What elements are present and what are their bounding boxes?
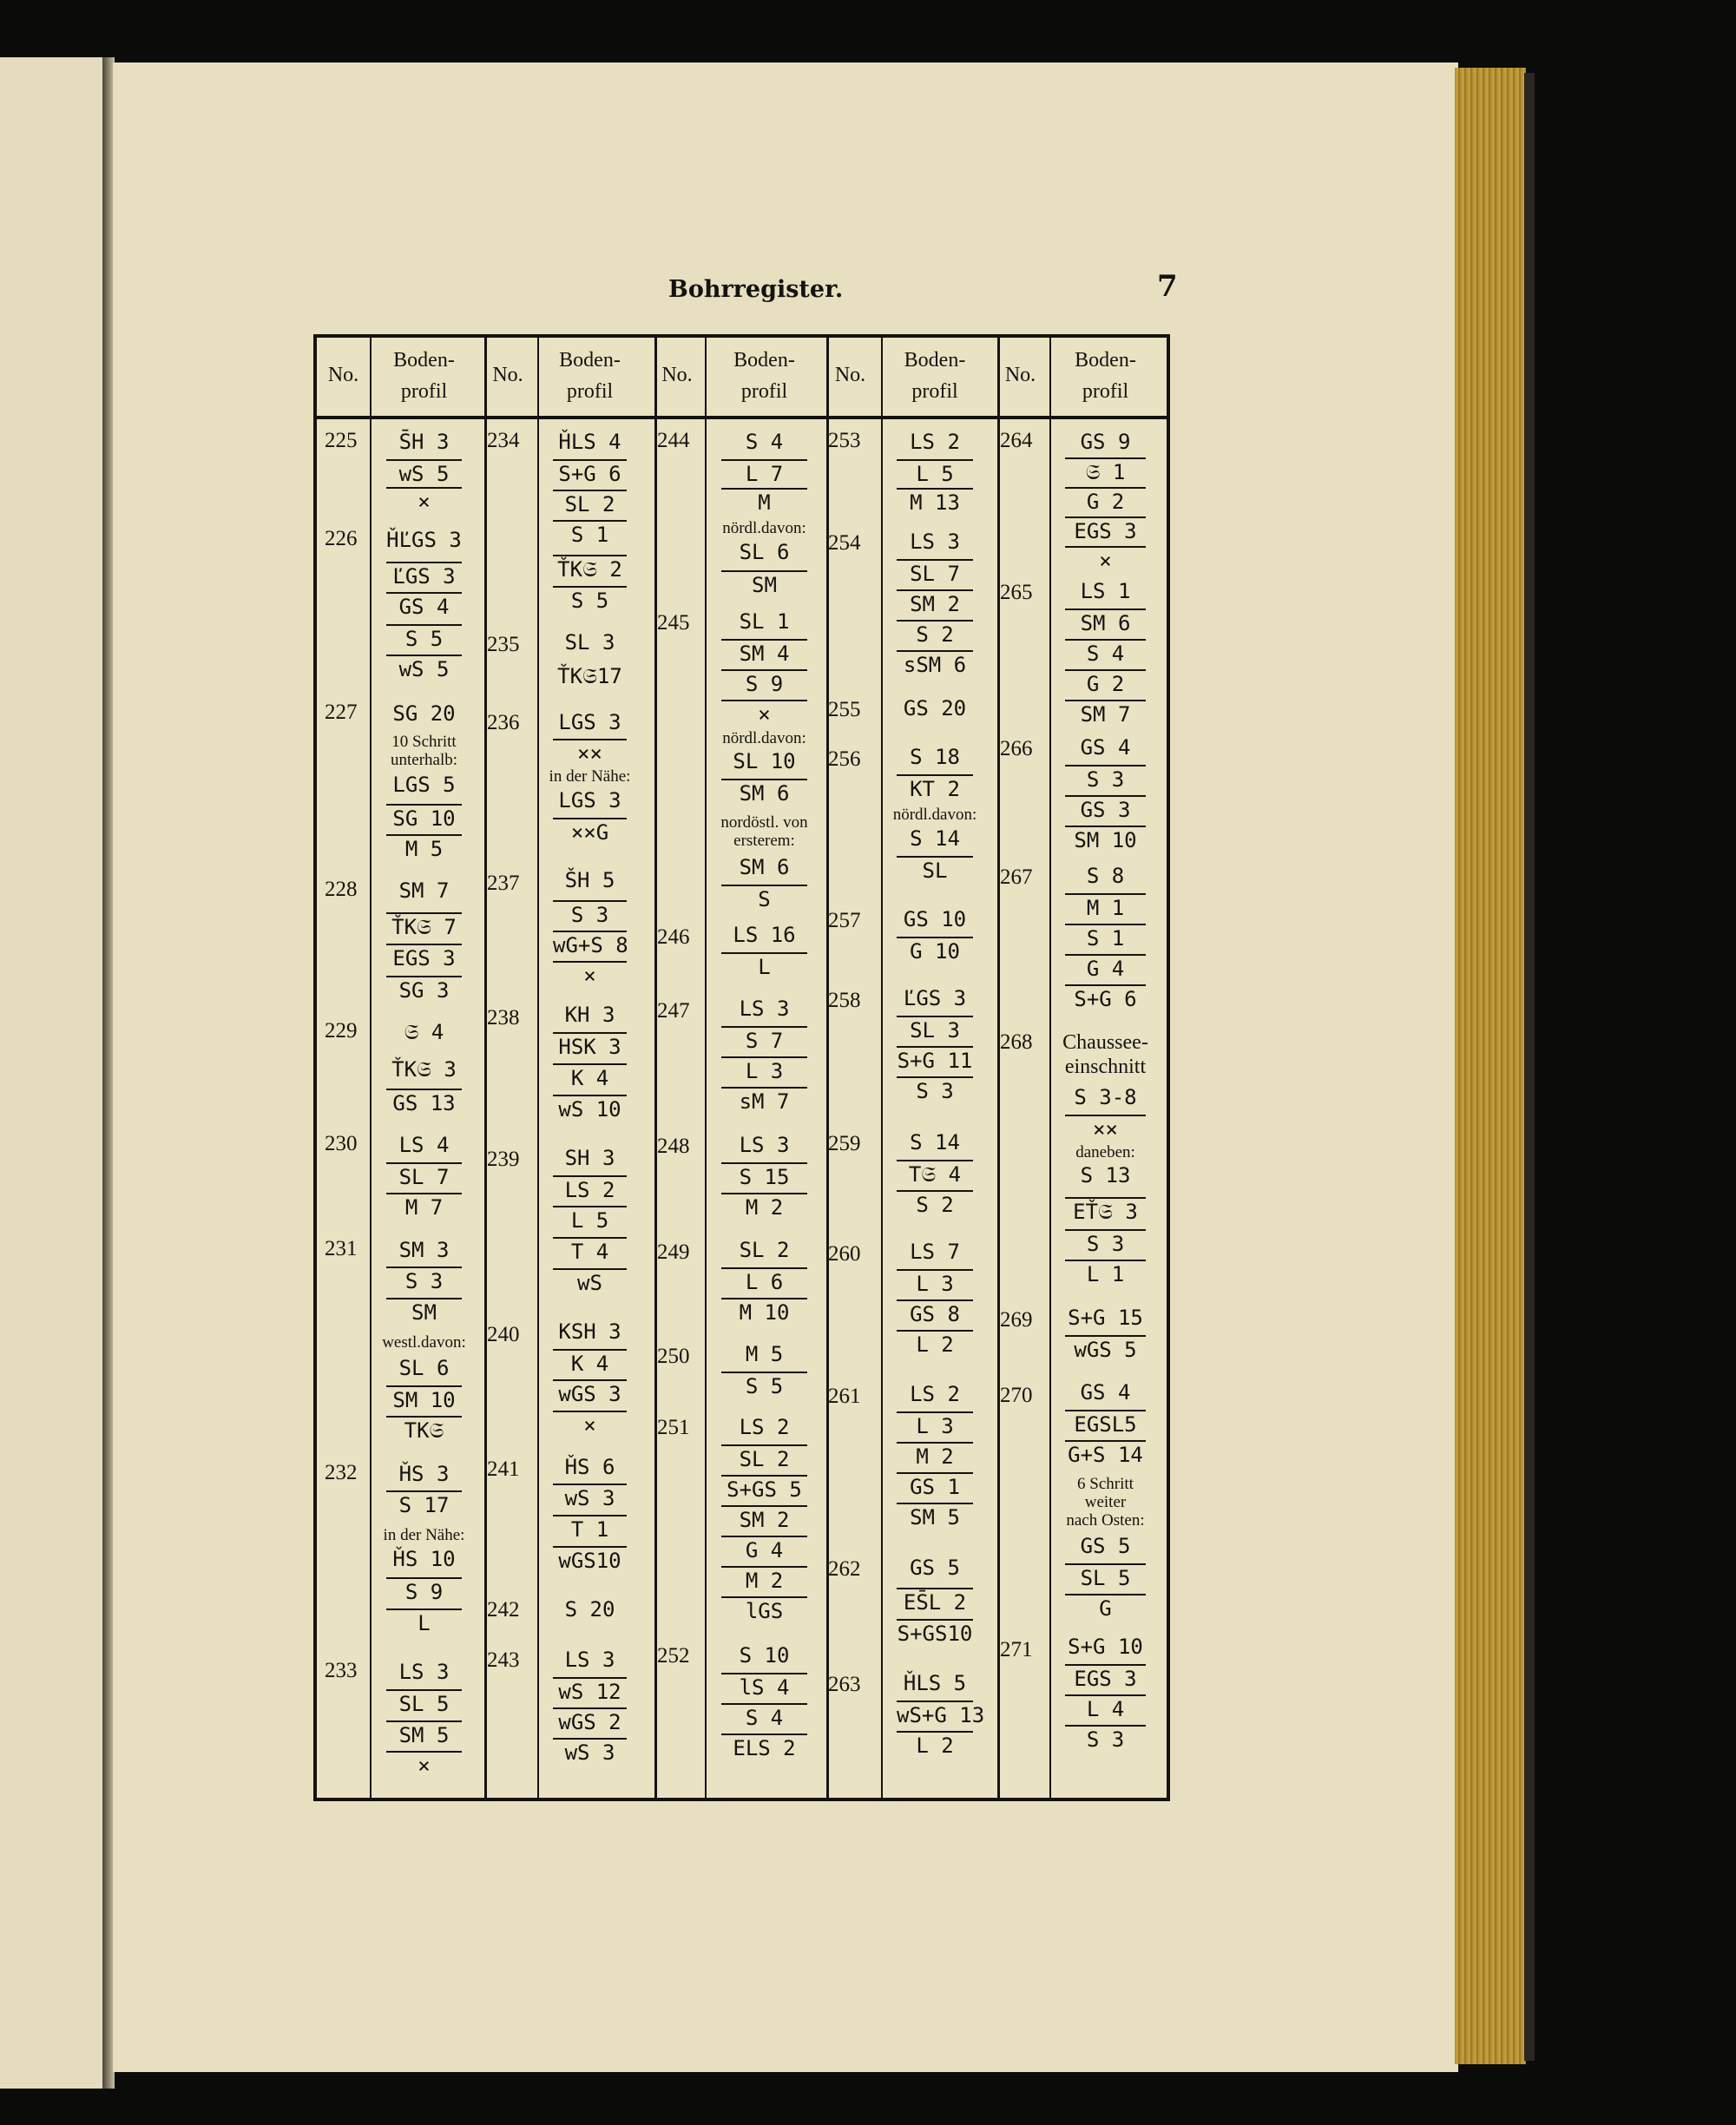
header-line: Boden-	[1075, 349, 1136, 372]
profile-layer-underlying: S+GS 5	[721, 1475, 807, 1503]
note-line: in der Nähe:	[383, 1526, 465, 1544]
profile-layer-underlying: GS 8	[897, 1299, 973, 1327]
running-head: Bohrregister.	[668, 276, 844, 303]
profile-note	[539, 767, 641, 786]
note-line: ersterem:	[733, 832, 795, 850]
profile-layer-underlying: sSM 6	[897, 650, 973, 678]
profile-layer-underlying: SM 2	[897, 589, 973, 617]
profile-layer-underlying: wS 5	[386, 655, 462, 682]
profile-layer-underlying: L 3	[897, 1269, 973, 1297]
profile-layer: SG 20	[392, 701, 456, 726]
profile-layer: ȞLS 5	[903, 1671, 967, 1695]
profile-layer-underlying: EŤ𝔖 3	[1065, 1197, 1146, 1225]
borehole-number: 268	[1000, 1030, 1033, 1054]
profile-layer-underlying: SM	[721, 570, 807, 598]
profile-layer: M 5	[745, 1342, 784, 1366]
profile-layer: ŤK𝔖 3	[391, 1057, 457, 1082]
profile-layer-underlying: S 3	[1065, 765, 1146, 793]
profile-layer-underlying: wGS 2	[553, 1707, 627, 1735]
profile-layer-underlying: TK𝔖	[386, 1416, 462, 1444]
borehole-number: 241	[487, 1457, 520, 1481]
borehole-number: 233	[325, 1659, 358, 1682]
profile-layer-underlying: SM 2	[721, 1505, 807, 1533]
profile-layer: S 13	[1080, 1163, 1131, 1188]
profile-layer: GS 10	[903, 907, 967, 931]
note-line: nach Osten:	[1066, 1511, 1145, 1530]
profile-layer-underlying: L 6	[721, 1267, 807, 1295]
profile-layer: LS 3	[739, 1133, 790, 1157]
note-line: weiter	[1084, 1493, 1127, 1511]
profile-layer-underlying: M 13	[897, 488, 973, 516]
profile-layer-underlying: G 2	[1065, 669, 1146, 697]
profile-layer-underlying: S 9	[721, 669, 807, 697]
profile-layer-underlying: S 1	[1065, 924, 1146, 951]
profile-layer: LS 3	[564, 1648, 615, 1672]
header-line: Boden-	[733, 349, 795, 372]
book-cover-edge	[1524, 73, 1535, 2061]
profile-layer-underlying: ŤK𝔖 7	[386, 912, 462, 940]
column-header-no: No.	[834, 364, 866, 386]
profile-layer-underlying: T 4	[553, 1237, 627, 1265]
profile-layer-underlying: M 2	[721, 1193, 807, 1220]
profile-note	[707, 519, 821, 537]
profile-layer: LGS 5	[392, 773, 456, 797]
column-header-profile	[707, 345, 821, 407]
column-header-no: No.	[661, 364, 693, 386]
borehole-number: 260	[828, 1242, 861, 1266]
profile-layer-underlying: M 1	[1065, 893, 1146, 921]
profile-layer-underlying: S+GS10	[897, 1619, 973, 1647]
profile-layer-underlying: SM 6	[1065, 609, 1146, 636]
profile-layer: S 18	[910, 745, 960, 769]
profile-layer-underlying: ×	[1065, 546, 1146, 574]
header-line: profil	[911, 380, 958, 403]
profile-layer: KSH 3	[558, 1319, 621, 1344]
profile-layer: LS 2	[739, 1415, 790, 1439]
column-header-no: No.	[492, 364, 523, 386]
profile-layer-underlying: SM 10	[1065, 826, 1146, 853]
profile-layer: SH 3	[564, 1146, 615, 1170]
profile-layer-underlying: G	[1065, 1594, 1146, 1622]
profile-layer-underlying: G 4	[721, 1536, 807, 1563]
borehole-number: 236	[487, 711, 520, 734]
profile-layer-underlying: wGS 3	[553, 1379, 627, 1407]
profile-layer-underlying: ×	[553, 961, 627, 989]
note-line: daneben:	[1075, 1143, 1135, 1161]
borehole-number: 242	[487, 1598, 520, 1622]
column-rule	[370, 338, 372, 1798]
column-header-profile	[883, 345, 987, 407]
borehole-number: 259	[828, 1132, 861, 1155]
profile-layer-underlying: S 5	[721, 1372, 807, 1399]
profile-layer-underlying: S 4	[721, 1703, 807, 1731]
profile-layer: ȞLS 4	[558, 430, 621, 454]
profile-layer: SL 10	[733, 749, 796, 773]
column-rule-bold	[484, 338, 487, 1798]
profile-layer-underlying: S 2	[897, 620, 973, 648]
profile-layer: 𝔖 4	[404, 1020, 444, 1044]
profile-layer: KH 3	[564, 1003, 615, 1027]
borehole-number: 254	[828, 531, 861, 555]
profile-layer-underlying: EGS 3	[1065, 1664, 1146, 1692]
profile-layer: ŤK𝔖17	[557, 664, 622, 688]
profile-layer: S 14	[910, 1130, 960, 1155]
borehole-number: 238	[487, 1006, 520, 1030]
borehole-number: 245	[657, 611, 690, 635]
profile-layer-underlying: SM 6	[721, 779, 807, 806]
profile-layer-underlying: S 1	[553, 520, 627, 548]
profile-layer: S+G 10	[1068, 1635, 1143, 1659]
profile-layer-underlying: wG+S 8	[553, 931, 627, 958]
profile-layer: LGS 3	[558, 710, 621, 734]
profile-layer-underlying: L 2	[897, 1330, 973, 1358]
borehole-register-table	[313, 334, 1170, 1801]
profile-layer: ĽGS 3	[903, 986, 967, 1010]
header-rule	[317, 416, 1167, 419]
profile-layer: S 8	[1086, 864, 1125, 888]
profile-layer-underlying: wS 3	[553, 1484, 627, 1511]
profile-layer-underlying: G 2	[1065, 487, 1146, 515]
profile-layer-underlying: S 4	[1065, 639, 1146, 667]
profile-layer-underlying: SM 10	[386, 1385, 462, 1413]
profile-layer-underlying: wGS10	[553, 1546, 627, 1574]
profile-layer: S 14	[910, 826, 960, 851]
profile-layer-underlying: SM 4	[721, 639, 807, 667]
profile-layer-underlying: EGS 3	[386, 944, 462, 971]
profile-note	[1051, 1143, 1160, 1161]
profile-layer-underlying: L 7	[721, 459, 807, 487]
profile-layer-underlying: S 9	[386, 1577, 462, 1605]
profile-layer-underlying: SL	[897, 856, 973, 884]
borehole-number: 251	[657, 1416, 690, 1439]
header-line: Boden-	[904, 349, 966, 372]
borehole-number: 248	[657, 1135, 690, 1158]
profile-layer-underlying: M 2	[721, 1566, 807, 1594]
profile-layer: ŠH 5	[564, 868, 615, 892]
borehole-number: 225	[325, 429, 358, 452]
header-line: Boden-	[393, 349, 455, 372]
profile-layer-underlying: S+G 11	[897, 1046, 973, 1074]
profile-layer: SM 7	[398, 878, 450, 903]
profile-layer: GS 4	[1080, 735, 1131, 760]
profile-layer-underlying: ××	[553, 739, 627, 766]
profile-layer-underlying: SL 7	[897, 559, 973, 587]
profile-layer-underlying: ELS 2	[721, 1734, 807, 1761]
borehole-number: 240	[487, 1323, 520, 1346]
profile-layer-underlying: SL 5	[1065, 1563, 1146, 1591]
profile-layer-underlying: ŤK𝔖 2	[553, 555, 627, 582]
borehole-number: 271	[1000, 1638, 1033, 1661]
borehole-number: 234	[487, 429, 520, 452]
note-line: 6 Schritt	[1077, 1475, 1134, 1493]
profile-layer: GS 20	[903, 696, 967, 720]
profile-layer-underlying: LS 2	[553, 1175, 627, 1203]
profile-layer: GS 5	[1080, 1534, 1131, 1558]
header-line: profil	[566, 380, 614, 403]
profile-layer: SL 1	[739, 609, 790, 634]
profile-layer-underlying: K 4	[553, 1349, 627, 1377]
profile-note	[707, 813, 821, 850]
facing-page	[0, 57, 107, 2089]
profile-layer-underlying: S 3	[1065, 1725, 1146, 1753]
note-line: nördl.davon:	[892, 806, 977, 824]
profile-layer-underlying: T 1	[553, 1515, 627, 1543]
profile-layer: SM 6	[739, 855, 790, 879]
profile-layer-underlying: G+S 14	[1065, 1440, 1146, 1468]
profile-layer-underlying: L	[721, 952, 807, 980]
borehole-number: 264	[1000, 429, 1033, 452]
column-header-profile	[1051, 345, 1160, 407]
profile-layer-underlying: S 15	[721, 1162, 807, 1190]
borehole-number: 226	[325, 527, 358, 550]
profile-layer-underlying: SL 5	[386, 1689, 462, 1717]
profile-layer: LS 7	[910, 1240, 960, 1264]
borehole-number: 247	[657, 999, 690, 1023]
profile-layer-underlying: S 17	[386, 1490, 462, 1518]
profile-layer-underlying: sM 7	[721, 1087, 807, 1115]
borehole-number: 246	[657, 925, 690, 949]
profile-layer: LS 1	[1080, 579, 1131, 603]
borehole-number: 255	[828, 698, 861, 721]
profile-layer-underlying: S 2	[897, 1190, 973, 1218]
borehole-number: 227	[325, 701, 358, 724]
profile-layer: SL 6	[739, 540, 790, 564]
profile-layer-underlying: wS+G 13	[897, 1701, 973, 1728]
column-header-profile	[372, 345, 476, 407]
profile-layer-underlying: lGS	[721, 1596, 807, 1624]
borehole-number: 249	[657, 1240, 690, 1264]
header-line: profil	[740, 380, 788, 403]
profile-layer-underlying: wS 10	[553, 1095, 627, 1122]
borehole-number: 258	[828, 989, 861, 1012]
profile-layer-underlying: SL 3	[897, 1016, 973, 1043]
borehole-number: 256	[828, 747, 861, 771]
borehole-number: 230	[325, 1132, 358, 1155]
profile-layer-underlying: G 10	[897, 937, 973, 964]
column-header-no: No.	[1004, 364, 1036, 386]
profile-layer-underlying: GS 13	[386, 1089, 462, 1116]
note-line: westl.davon:	[382, 1333, 466, 1352]
profile-layer-underlying: HSK 3	[553, 1032, 627, 1060]
profile-note	[883, 806, 987, 824]
profile-layer-underlying: EGS 3	[1065, 516, 1146, 544]
profile-layer-underlying: SM 7	[1065, 700, 1146, 727]
profile-layer-underlying: M 5	[386, 834, 462, 862]
profile-layer-underlying: SM	[386, 1298, 462, 1326]
borehole-number: 231	[325, 1237, 358, 1260]
page-number: 7	[1157, 269, 1178, 304]
profile-layer-underlying: GS 4	[386, 592, 462, 620]
profile-note	[707, 729, 821, 747]
header-line: Boden-	[559, 349, 621, 372]
profile-layer-underlying: wS 3	[553, 1738, 627, 1766]
profile-layer-underlying: SM 5	[897, 1503, 973, 1530]
profile-layer-underlying: L 5	[553, 1206, 627, 1234]
profile-layer-underlying: S 3	[386, 1266, 462, 1294]
note-line: Chaussee-	[1062, 1031, 1148, 1054]
borehole-number: 265	[1000, 581, 1033, 604]
borehole-number: 243	[487, 1648, 520, 1672]
borehole-number: 270	[1000, 1384, 1033, 1407]
profile-layer: SL 3	[564, 630, 615, 655]
profile-layer: LS 2	[910, 1382, 960, 1406]
profile-layer-underlying: ×	[386, 487, 462, 515]
profile-layer-underlying: L	[386, 1609, 462, 1636]
profile-layer: LS 3	[739, 997, 790, 1021]
column-header-no: No.	[327, 364, 359, 386]
profile-layer: LS 2	[910, 430, 960, 454]
note-line: nordöstl. von	[720, 813, 808, 832]
profile-layer-underlying: GS 3	[1065, 795, 1146, 823]
profile-layer-underlying: T𝔖 4	[897, 1160, 973, 1188]
profile-layer: LS 3	[910, 530, 960, 554]
profile-layer-underlying: L 3	[897, 1411, 973, 1439]
profile-note	[1051, 1030, 1160, 1079]
profile-layer: SL 6	[398, 1356, 450, 1380]
profile-layer-underlying: ES̄L 2	[897, 1588, 973, 1615]
borehole-number: 263	[828, 1673, 861, 1696]
profile-layer-underlying: GS 1	[897, 1472, 973, 1500]
profile-layer-underlying: SL 2	[721, 1444, 807, 1472]
column-rule	[537, 338, 539, 1798]
profile-layer-underlying: ××	[1065, 1115, 1146, 1142]
borehole-number: 262	[828, 1557, 861, 1581]
borehole-number: 229	[325, 1019, 358, 1043]
profile-layer-underlying: S 3	[897, 1076, 973, 1104]
profile-layer-underlying: SG 3	[386, 976, 462, 1003]
profile-layer-underlying: L 4	[1065, 1694, 1146, 1722]
profile-layer: S 3-8	[1074, 1085, 1137, 1109]
borehole-number: 237	[487, 872, 520, 895]
header-line: profil	[1082, 380, 1129, 403]
profile-note	[372, 733, 476, 769]
note-line: nördl.davon:	[722, 519, 806, 537]
borehole-number: 235	[487, 633, 520, 656]
note-line: in der Nähe:	[549, 767, 631, 786]
borehole-number: 266	[1000, 737, 1033, 760]
profile-layer-underlying: SM 5	[386, 1720, 462, 1748]
profile-layer-underlying: ×	[553, 1411, 627, 1438]
profile-layer-underlying: SG 10	[386, 804, 462, 832]
profile-layer-underlying: lS 4	[721, 1673, 807, 1701]
profile-layer-underlying: S 7	[721, 1026, 807, 1054]
profile-layer-underlying: S 5	[553, 586, 627, 614]
profile-layer-underlying: 𝔖 1	[1065, 457, 1146, 485]
borehole-number: 228	[325, 878, 358, 901]
profile-layer-underlying: S	[721, 885, 807, 912]
profile-layer: LS 4	[398, 1133, 450, 1157]
gilt-page-edges	[1455, 68, 1526, 2064]
profile-layer-underlying: S+G 6	[553, 459, 627, 487]
profile-note	[1051, 1475, 1160, 1530]
borehole-number: 269	[1000, 1308, 1033, 1332]
profile-layer-underlying: L 5	[897, 459, 973, 487]
profile-layer-underlying: wS 12	[553, 1677, 627, 1705]
header-line: profil	[400, 380, 448, 403]
profile-layer: ȞS 10	[392, 1547, 456, 1571]
column-rule	[881, 338, 883, 1798]
profile-layer-underlying: KT 2	[897, 774, 973, 802]
borehole-number: 261	[828, 1385, 861, 1408]
profile-layer-underlying: wGS 5	[1065, 1335, 1146, 1363]
profile-layer: SL 2	[739, 1238, 790, 1262]
profile-layer-underlying: L 2	[897, 1731, 973, 1759]
profile-layer-underlying: K 4	[553, 1063, 627, 1091]
borehole-number: 253	[828, 429, 861, 452]
profile-layer: LGS 3	[558, 788, 621, 812]
column-rule-bold	[654, 338, 657, 1798]
profile-layer-underlying: ××G	[553, 818, 627, 845]
profile-layer-underlying: S 3	[1065, 1229, 1146, 1257]
profile-layer: S̄H 3	[398, 430, 450, 454]
profile-layer-underlying: M 2	[897, 1442, 973, 1470]
note-line: unterhalb:	[390, 751, 458, 769]
profile-note	[372, 1333, 476, 1352]
profile-layer: S+G 15	[1068, 1306, 1143, 1330]
column-rule-bold	[997, 338, 1000, 1798]
profile-layer-underlying: EGSL5	[1065, 1410, 1146, 1438]
profile-layer: GS 5	[910, 1556, 960, 1580]
profile-layer-underlying: ×	[386, 1751, 462, 1779]
profile-layer-underlying: S+G 6	[1065, 984, 1146, 1012]
borehole-number: 250	[657, 1345, 690, 1368]
borehole-number: 257	[828, 909, 861, 932]
profile-layer-underlying: M	[721, 488, 807, 516]
profile-layer-underlying: L 1	[1065, 1260, 1146, 1287]
column-header-profile	[539, 345, 641, 407]
profile-layer-underlying: M 10	[721, 1298, 807, 1326]
profile-note	[372, 1526, 476, 1544]
profile-layer: LS 16	[733, 923, 796, 947]
profile-layer: S 10	[739, 1643, 790, 1668]
borehole-number: 267	[1000, 865, 1033, 889]
profile-layer: S 4	[745, 430, 784, 454]
note-line: nördl.davon:	[722, 729, 806, 747]
profile-layer-underlying: S 5	[386, 624, 462, 652]
borehole-number: 244	[657, 429, 690, 452]
profile-layer: ȞS 3	[398, 1462, 450, 1486]
column-rule	[705, 338, 707, 1798]
profile-layer-underlying: SL 7	[386, 1162, 462, 1190]
profile-layer-underlying: ×	[721, 700, 807, 727]
profile-layer: GS 9	[1080, 430, 1131, 454]
borehole-number: 239	[487, 1148, 520, 1171]
note-line: 10 Schritt	[391, 733, 457, 751]
profile-layer: LS 3	[398, 1660, 450, 1684]
profile-layer-underlying: ĽGS 3	[386, 562, 462, 589]
profile-layer: ȞS 6	[564, 1455, 615, 1479]
profile-layer: S 20	[564, 1597, 615, 1622]
profile-layer-underlying: S 3	[553, 900, 627, 928]
profile-layer-underlying: L 3	[721, 1056, 807, 1084]
profile-layer: SM 3	[398, 1238, 450, 1262]
profile-layer-underlying: wS 5	[386, 459, 462, 487]
profile-layer: GS 4	[1080, 1380, 1131, 1405]
profile-layer-underlying: M 7	[386, 1193, 462, 1220]
borehole-number: 252	[657, 1644, 690, 1668]
borehole-number: 232	[325, 1461, 358, 1484]
profile-layer-underlying: SL 2	[553, 490, 627, 517]
profile-layer-underlying: G 4	[1065, 954, 1146, 982]
note-line: einschnitt	[1064, 1056, 1147, 1078]
profile-layer-underlying: wS	[553, 1268, 627, 1296]
profile-layer: ȞĽGS 3	[386, 528, 462, 552]
